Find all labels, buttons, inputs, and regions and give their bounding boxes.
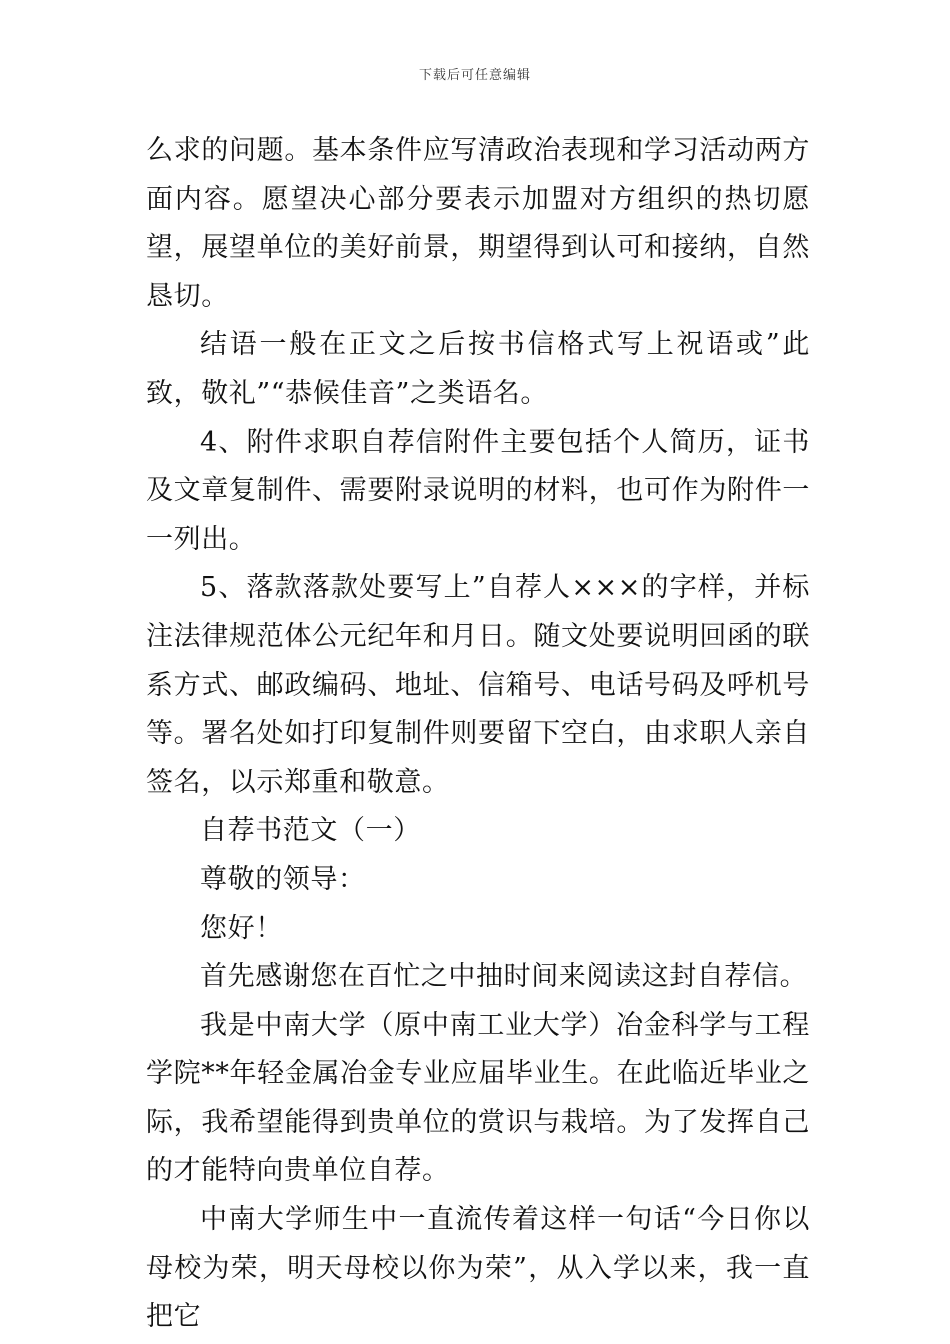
salutation: 尊敬的领导： xyxy=(200,863,366,895)
paragraph-requirements: 么求的问题。基本条件应写清政治表现和学习活动两方面内容。愿望决心部分要表示加盟对方组织的热切愿望，展望单位的美好前景，期望得到认可和接纳，自然恳切。 xyxy=(146,135,810,312)
paragraph-closing: 结语一般在正文之后按书信格式写上祝语或”此致，敬礼”“恭候佳音”之类语名。 xyxy=(146,329,810,409)
document-body xyxy=(146,127,810,1342)
paragraph-thanks: 首先感谢您在百忙之中抽时间来阅读这封自荐信。 xyxy=(200,961,808,993)
sample-title: 自荐书范文（一） xyxy=(200,815,421,847)
paragraph-introduction: 我是中南大学（原中南工业大学）冶金科学与工程学院**年轻金属冶金专业应届毕业生。在此临近毕业之际，我希望能得到贵单位的赏识与栽培。为了发挥自己的才能特向贵单位自荐。 xyxy=(146,1009,810,1187)
paragraph-university: 中南大学师生中一直流传着这样一句话“今日你以母校为荣，明天母校以你为荣”，从入学以来，我一直把它 xyxy=(146,1204,810,1333)
paragraph-attachments: 4、附件求职自荐信附件主要包括个人简历，证书及文章复制件、需要附录说明的材料，也可作为附件一一列出。 xyxy=(146,426,810,555)
greeting: 您好！ xyxy=(200,912,283,944)
paragraph-signature: 5、落款落款处要写上”自荐人×××的字样，并标注法律规范体公元纪年和月日。随文处要说明回函的联系方式、邮政编码、地址、信箱号、电话号码及呼机号等。署名处如打印复制件则要留下空白，由求职人亲自签名，以示郑重和敬意。 xyxy=(146,572,810,798)
page-header: 下载后可任意编辑 xyxy=(418,68,531,83)
